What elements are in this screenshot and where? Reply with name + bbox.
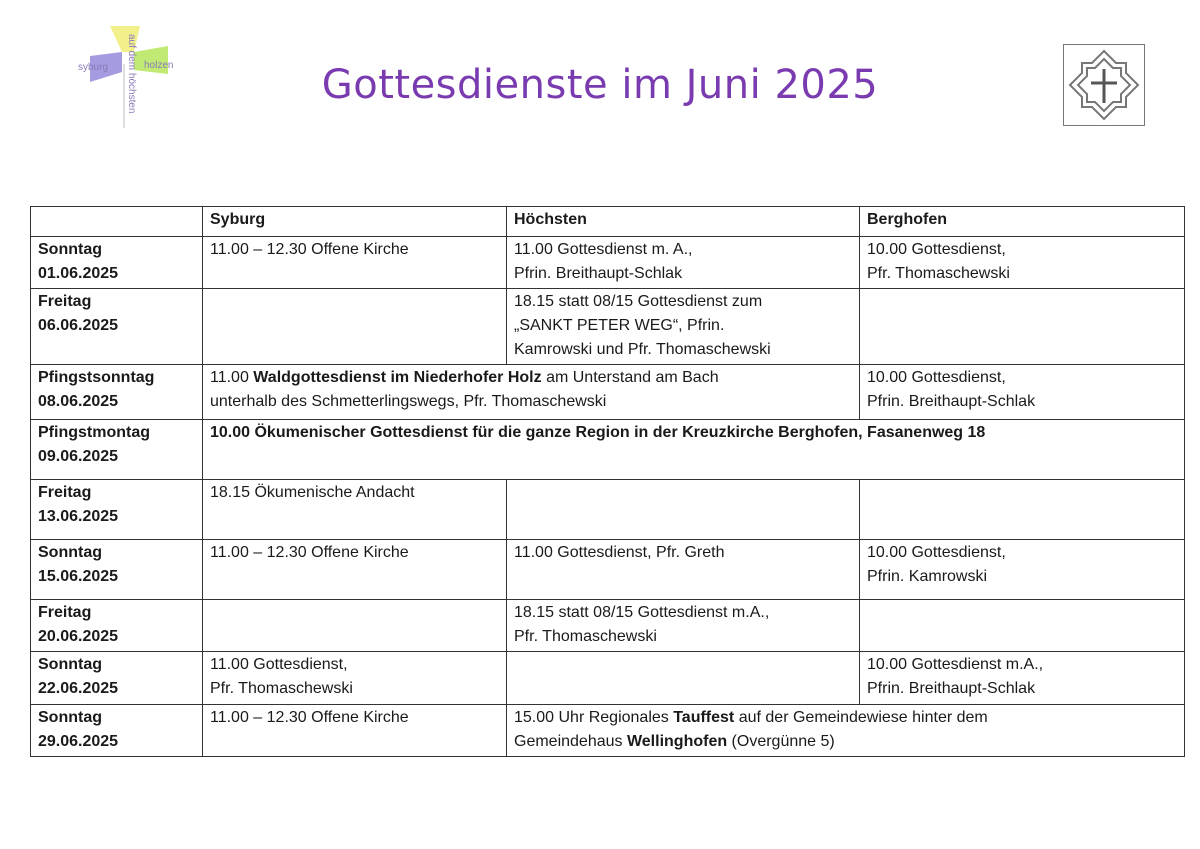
table-row bbox=[31, 600, 1185, 652]
weekday: Sonntag bbox=[38, 709, 102, 726]
syburg-cell bbox=[203, 480, 507, 540]
logo-word-syburg: syburg bbox=[78, 62, 109, 73]
entry-text: 10.00 Gottesdienst, bbox=[867, 241, 1006, 258]
weekday: Sonntag bbox=[38, 241, 102, 258]
date-cell bbox=[31, 420, 203, 480]
church-emblem bbox=[1063, 44, 1145, 126]
entry-text: Pfrin. Breithaupt-Schlak bbox=[867, 680, 1036, 697]
table-row bbox=[31, 420, 1185, 480]
header-syburg: Syburg bbox=[203, 207, 507, 237]
entry-text: am Unterstand am Bach bbox=[541, 369, 719, 386]
entry-text: Gemeindehaus bbox=[514, 733, 627, 750]
table-row bbox=[31, 365, 1185, 420]
hoechsten-cell bbox=[507, 540, 860, 600]
logo-word-vertical: auf dem höchsten bbox=[126, 34, 137, 114]
table-row bbox=[31, 289, 1185, 365]
date-cell bbox=[31, 480, 203, 540]
hoechsten-cell bbox=[507, 600, 860, 652]
date: 01.06.2025 bbox=[38, 265, 119, 282]
berghofen-cell bbox=[860, 365, 1185, 420]
date: 29.06.2025 bbox=[38, 733, 119, 750]
entry-text: 11.00 – 12.30 Offene Kirche bbox=[210, 709, 409, 726]
berghofen-cell bbox=[860, 652, 1185, 705]
entry-text: 18.15 statt 08/15 Gottesdienst zum bbox=[514, 293, 763, 310]
date-cell bbox=[31, 365, 203, 420]
date: 08.06.2025 bbox=[38, 393, 119, 410]
table-row bbox=[31, 705, 1185, 757]
entry-text: Pfr. Thomaschewski bbox=[514, 628, 657, 645]
header-hoechsten: Höchsten bbox=[507, 207, 860, 237]
entry-text: Pfr. Thomaschewski bbox=[210, 680, 353, 697]
entry-text: „SANKT PETER WEG“, Pfrin. bbox=[514, 317, 725, 334]
weekday: Freitag bbox=[38, 293, 92, 310]
date: 22.06.2025 bbox=[38, 680, 119, 697]
syburg-hoechsten-cell bbox=[203, 365, 860, 420]
entry-text: Pfrin. Breithaupt-Schlak bbox=[867, 393, 1036, 410]
berghofen-cell bbox=[860, 480, 1185, 540]
date: 09.06.2025 bbox=[38, 448, 119, 465]
date-cell bbox=[31, 652, 203, 705]
schedule-table bbox=[30, 206, 1185, 757]
hoechsten-berghofen-cell bbox=[507, 705, 1185, 757]
page-title: Gottesdienste im Juni 2025 bbox=[321, 62, 879, 108]
berghofen-cell bbox=[860, 289, 1185, 365]
church-cross-emblem-icon bbox=[1064, 45, 1144, 125]
weekday: Sonntag bbox=[38, 544, 102, 561]
entry-text: 11.00 – 12.30 Offene Kirche bbox=[210, 241, 409, 258]
entry-text: unterhalb des Schmetterlingswegs, Pfr. Thomaschewski bbox=[210, 393, 607, 410]
header-berghofen: Berghofen bbox=[860, 207, 1185, 237]
syburg-cell bbox=[203, 600, 507, 652]
entry-highlight: Wellinghofen bbox=[626, 733, 728, 750]
header-empty bbox=[31, 207, 203, 237]
hoechsten-cell bbox=[507, 480, 860, 540]
entry-text: Pfrin. Breithaupt-Schlak bbox=[514, 265, 683, 282]
entry-text: 10.00 Gottesdienst m.A., bbox=[867, 656, 1044, 673]
syburg-cell bbox=[203, 705, 507, 757]
table-row bbox=[31, 480, 1185, 540]
hoechsten-cell bbox=[507, 237, 860, 289]
entry-text: 15.00 Uhr Regionales bbox=[514, 709, 674, 726]
date: 13.06.2025 bbox=[38, 508, 119, 525]
date: 06.06.2025 bbox=[38, 317, 119, 334]
entry-text: 18.15 statt 08/15 Gottesdienst m.A., bbox=[514, 604, 770, 621]
entry-text: 18.15 Ökumenische Andacht bbox=[210, 484, 415, 501]
weekday: Sonntag bbox=[38, 656, 102, 673]
entry-text: 10.00 Gottesdienst, bbox=[867, 544, 1006, 561]
table-row bbox=[31, 540, 1185, 600]
date: 20.06.2025 bbox=[38, 628, 119, 645]
entry-text: 11.00 Gottesdienst, Pfr. Greth bbox=[514, 544, 725, 561]
entry-highlight: Waldgottesdienst im Niederhofer Holz bbox=[253, 369, 542, 386]
entry-text: 11.00 Gottesdienst, bbox=[210, 656, 348, 673]
date-cell bbox=[31, 289, 203, 365]
table-row bbox=[31, 652, 1185, 705]
entry-text: auf der Gemeindewiese hinter dem bbox=[734, 709, 988, 726]
table-row bbox=[31, 237, 1185, 289]
entry-text: Kamrowski und Pfr. Thomaschewski bbox=[514, 341, 771, 358]
berghofen-cell bbox=[860, 600, 1185, 652]
entry-highlight: Tauffest bbox=[673, 709, 735, 726]
date: 15.06.2025 bbox=[38, 568, 119, 585]
entry-text: 10.00 Ökumenischer Gottesdienst für die ganze Region in der Kreuzkirche Berghofen, Fasanenweg 18 bbox=[210, 424, 986, 441]
syburg-cell bbox=[203, 237, 507, 289]
entry-text: Pfr. Thomaschewski bbox=[867, 265, 1010, 282]
date-cell bbox=[31, 540, 203, 600]
entry-text: (Overgünne 5) bbox=[727, 733, 835, 750]
hoechsten-cell bbox=[507, 652, 860, 705]
berghofen-cell bbox=[860, 540, 1185, 600]
syburg-cell bbox=[203, 652, 507, 705]
entry-text: 11.00 bbox=[210, 369, 254, 386]
entry-text: 11.00 – 12.30 Offene Kirche bbox=[210, 544, 409, 561]
hoechsten-cell bbox=[507, 289, 860, 365]
syburg-cell bbox=[203, 540, 507, 600]
weekday: Freitag bbox=[38, 484, 92, 501]
table-header-row bbox=[31, 207, 1185, 237]
entry-text: Pfrin. Kamrowski bbox=[867, 568, 988, 585]
date-cell bbox=[31, 705, 203, 757]
berghofen-cell bbox=[860, 237, 1185, 289]
weekday: Pfingstmontag bbox=[38, 424, 150, 441]
region-service-cell bbox=[203, 420, 1185, 480]
date-cell bbox=[31, 600, 203, 652]
weekday: Pfingstsonntag bbox=[38, 369, 155, 386]
syburg-cell bbox=[203, 289, 507, 365]
entry-text: 10.00 Gottesdienst, bbox=[867, 369, 1006, 386]
weekday: Freitag bbox=[38, 604, 92, 621]
date-cell bbox=[31, 237, 203, 289]
entry-text: 11.00 Gottesdienst m. A., bbox=[514, 241, 693, 258]
logo-word-holzen: holzen bbox=[144, 60, 174, 71]
